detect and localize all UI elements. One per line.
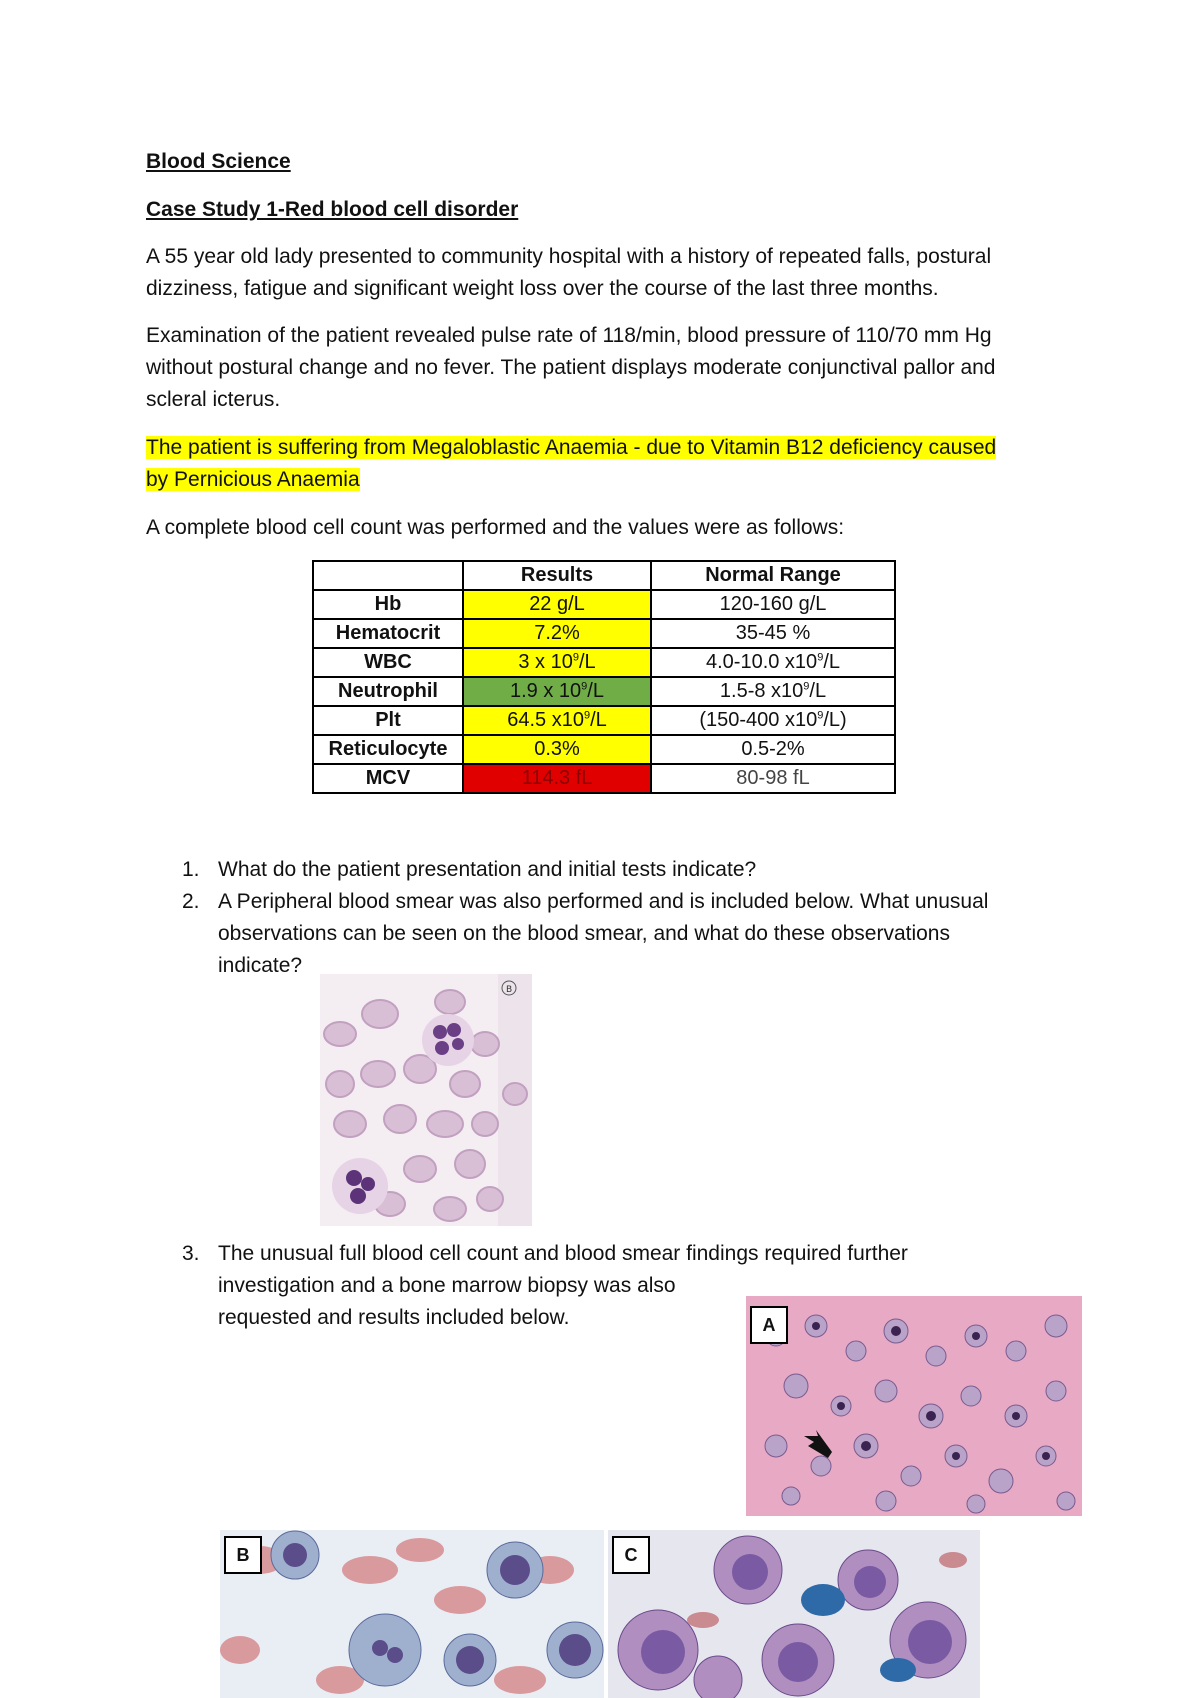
range-cell: 35-45 % — [651, 619, 895, 648]
table-row — [313, 735, 895, 764]
param-cell: MCV — [313, 764, 463, 793]
image-label-c: C — [612, 1536, 650, 1574]
range-cell: 120-160 g/L — [651, 590, 895, 619]
highlight-line2: by Pernicious Anaemia — [146, 468, 360, 491]
para2-line2: without postural change and no fever. The patient displays moderate conjunctival pallor and — [146, 356, 996, 379]
para2-line3: scleral icterus. — [146, 388, 281, 411]
question-3-line: investigation and a bone marrow biopsy was also — [218, 1274, 676, 1297]
question-number: 2. — [182, 890, 200, 913]
highlight-line1-wrap — [146, 432, 996, 464]
table-row — [313, 590, 895, 619]
para1-line2: dizziness, fatigue and significant weight loss over the course of the last three months. — [146, 277, 939, 300]
marrow-aspirate-b-drawing — [220, 1530, 604, 1698]
result-cell: 114.3 fL — [463, 764, 651, 793]
result-cell: 0.3% — [463, 735, 651, 764]
result-cell: 3 x $10^9/L$ — [463, 648, 651, 677]
question-2-line: A Peripheral blood smear was also performed and is included below. What unusual — [218, 890, 989, 913]
marrow-histology-drawing — [746, 1296, 1082, 1516]
bone-marrow-image-b — [220, 1530, 604, 1698]
question-3-line: requested and results included below. — [218, 1306, 570, 1329]
result-cell: 22 g/L — [463, 590, 651, 619]
cbc-intro: A complete blood cell count was performed and the values were as follows: — [146, 516, 845, 539]
blood-smear-image — [320, 974, 532, 1226]
para1-line1: A 55 year old lady presented to community hospital with a history of repeated falls, postural — [146, 245, 992, 268]
param-cell: WBC — [313, 648, 463, 677]
question-2-line: indicate? — [218, 954, 303, 977]
table-row — [313, 764, 895, 793]
table-row — [313, 706, 895, 735]
range-cell: (150-400 $x10^9/L$) — [651, 706, 895, 735]
param-cell: Hb — [313, 590, 463, 619]
marrow-aspirate-c-drawing — [608, 1530, 980, 1698]
header-cell — [313, 561, 463, 590]
result-cell: 64.5 $x10^9/L$ — [463, 706, 651, 735]
param-cell: Hematocrit — [313, 619, 463, 648]
question-number: 3. — [182, 1242, 200, 1265]
bone-marrow-image-a — [746, 1296, 1082, 1516]
result-cell: 7.2% — [463, 619, 651, 648]
image-label-b: B — [224, 1536, 262, 1574]
highlight-line1: The patient is suffering from Megaloblastic Anaemia - due to Vitamin B12 deficiency caused — [146, 436, 997, 459]
table-row — [313, 619, 895, 648]
blood-smear-drawing — [320, 974, 532, 1226]
result-cell: 1.9 x $10^9/L$ — [463, 677, 651, 706]
cbc-table — [312, 560, 896, 794]
range-cell: 0.5-2% — [651, 735, 895, 764]
subheading: Case Study 1-Red blood cell disorder — [146, 198, 519, 221]
image-label-a: A — [750, 1306, 788, 1344]
highlight-line2-wrap — [146, 464, 360, 496]
question-1-line: What do the patient presentation and initial tests indicate? — [218, 858, 757, 881]
param-cell: Reticulocyte — [313, 735, 463, 764]
question-2-line: observations can be seen on the blood smear, and what do these observations — [218, 922, 950, 945]
bone-marrow-image-c — [608, 1530, 980, 1698]
table-row — [313, 677, 895, 706]
param-cell: Neutrophil — [313, 677, 463, 706]
question-3-line: The unusual full blood cell count and blood smear findings required further — [218, 1242, 908, 1265]
header-cell: Results — [463, 561, 651, 590]
table-row — [313, 648, 895, 677]
question-number: 1. — [182, 858, 200, 881]
range-cell: 4.0-10.0 $x10^9/L$ — [651, 648, 895, 677]
smear-corner-label: B — [506, 985, 513, 995]
para2-line1: Examination of the patient revealed pulse rate of 118/min, blood pressure of 110/70 mm Hg — [146, 324, 992, 347]
table-header-row — [313, 561, 895, 590]
header-cell: Normal Range — [651, 561, 895, 590]
param-cell: Plt — [313, 706, 463, 735]
range-cell: 1.5-8 $x10^9/L$ — [651, 677, 895, 706]
heading: Blood Science — [146, 150, 291, 173]
range-cell: 80-98 fL — [651, 764, 895, 793]
